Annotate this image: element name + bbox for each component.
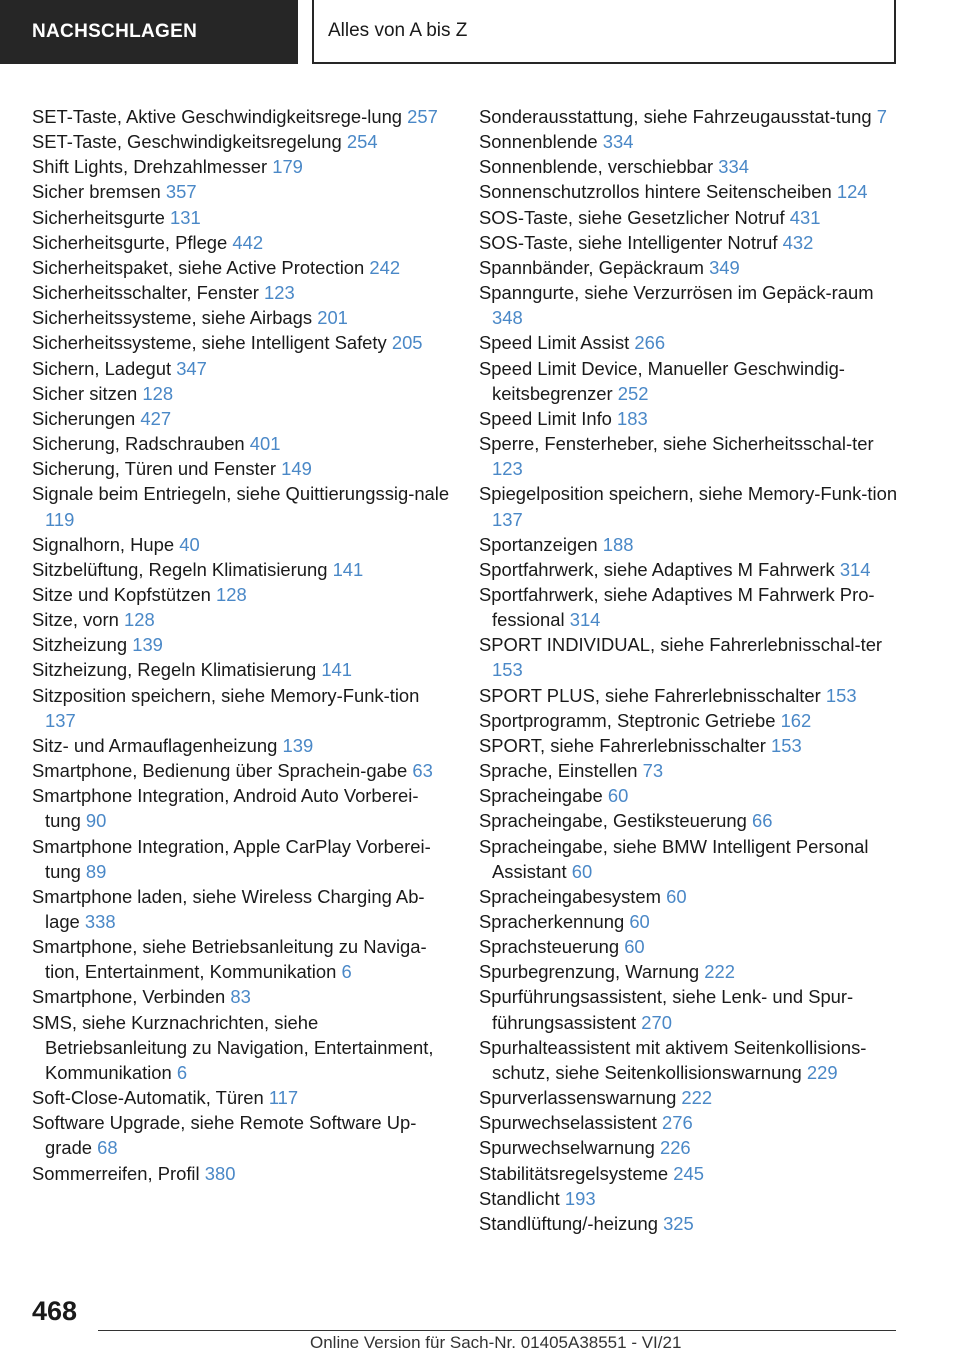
index-entry-term: SPORT, siehe Fahrerlebnisschalter	[479, 734, 766, 756]
index-entry-term: Sicherheitspaket, siehe Active Protection	[32, 256, 365, 278]
index-entry-term: Sportanzeigen	[479, 533, 598, 555]
index-entry-page-link[interactable]: 7	[876, 106, 887, 127]
index-entry-page-link[interactable]: 60	[629, 911, 650, 932]
index-entry	[32, 758, 452, 783]
index-entry	[479, 959, 909, 984]
chapter-tab: NACHSCHLAGEN	[0, 0, 298, 64]
index-entry-term: Sicherung, Radschrauben	[32, 433, 245, 455]
index-entry	[32, 205, 452, 230]
index-entry-page-link[interactable]: 66	[751, 810, 773, 832]
index-entry-page-link[interactable]: 222	[704, 961, 735, 983]
index-entry	[479, 431, 909, 481]
index-entry-term: Sicher sitzen	[32, 382, 138, 404]
index-entry-page-link[interactable]: 222	[681, 1087, 713, 1109]
index-entry-term: Spannbänder, Gepäckraum	[479, 256, 704, 278]
index-entry-term: Smartphone laden, siehe Wireless Charging Ab-lage	[32, 885, 425, 932]
index-entry-term: Sichern, Ladegut	[32, 357, 172, 379]
index-column-left	[32, 104, 452, 1186]
index-entry-page-link[interactable]: 257	[407, 106, 438, 127]
index-entry	[479, 783, 909, 808]
index-entry	[479, 1161, 909, 1186]
index-entry-term: Sicherheitsgurte	[32, 206, 165, 228]
index-entry-term: Speed Limit Assist	[479, 332, 630, 354]
index-entry	[479, 1211, 909, 1236]
index-entry-page-link[interactable]: 266	[634, 332, 666, 354]
index-entry	[479, 984, 909, 1034]
index-entry	[479, 909, 909, 934]
index-entry	[32, 733, 452, 758]
index-entry-page-link[interactable]: 123	[492, 458, 523, 480]
index-entry-page-link[interactable]: 153	[771, 734, 802, 756]
index-entry	[32, 481, 452, 531]
index-entry	[479, 884, 909, 909]
index-entry-page-link[interactable]: 128	[124, 609, 155, 631]
index-entry-page-link[interactable]: 254	[346, 131, 378, 153]
index-entry-term: Spracheingabesystem	[479, 885, 661, 907]
index-entry-term: Spurbegrenzung, Warnung	[479, 961, 700, 983]
index-entry-term: Spracheingabe	[479, 785, 603, 807]
index-entry-term: SOS-Taste, siehe Gesetzlicher Notruf	[479, 206, 785, 228]
index-entry-term: Sonderausstattung, siehe Fahrzeugausstat-tung	[479, 106, 872, 127]
index-entry-term: Sicherheitssysteme, siehe Airbags	[32, 307, 313, 329]
index-entry	[479, 557, 909, 582]
index-entry-page-link[interactable]: 348	[492, 307, 523, 329]
index-entry-term: Sitze, vorn	[32, 609, 119, 631]
index-entry-page-link[interactable]: 60	[666, 885, 687, 907]
index-entry-page-link[interactable]: 60	[607, 785, 629, 807]
index-entry-term: SPORT PLUS, siehe Fahrerlebnisschalter	[479, 684, 821, 706]
index-entry-term: Shift Lights, Drehzahlmesser	[32, 156, 268, 178]
index-entry-page-link[interactable]: 162	[780, 709, 812, 731]
index-entry-term: Sommerreifen, Profil	[32, 1162, 200, 1184]
index-entry	[479, 230, 909, 255]
section-title: Alles von A bis Z	[312, 0, 896, 64]
index-entry-page-link[interactable]: 242	[369, 256, 401, 278]
index-entry-page-link[interactable]: 314	[839, 558, 871, 580]
index-entry-term: Sicherheitssysteme, siehe Intelligent Safety	[32, 332, 387, 354]
index-entry-term: SET-Taste, Aktive Geschwindigkeitsrege-lung	[32, 106, 403, 127]
index-entry	[479, 758, 909, 783]
index-entry-page-link[interactable]: 73	[642, 760, 664, 782]
index-entry-term: Smartphone, Verbinden	[32, 986, 226, 1008]
index-entry-term: Spracherkennung	[479, 911, 625, 932]
index-entry	[32, 456, 452, 481]
index-entry-page-link[interactable]: 226	[659, 1137, 691, 1159]
index-entry-page-link[interactable]: 128	[216, 583, 247, 605]
index-entry	[479, 808, 909, 833]
index-entry-page-link[interactable]: 137	[492, 508, 523, 530]
index-entry	[479, 632, 909, 682]
index-entry-page-link[interactable]: 245	[673, 1162, 704, 1184]
index-entry-term: Sonnenblende	[479, 131, 598, 153]
index-entry-term: Smartphone, Bedienung über Sprachein-gabe	[32, 760, 408, 782]
index-entry-term: Sicher bremsen	[32, 181, 161, 203]
index-entry-page-link[interactable]: 153	[825, 684, 857, 706]
index-entry-page-link[interactable]: 141	[332, 558, 364, 580]
index-entry	[479, 104, 909, 129]
index-entry	[32, 356, 452, 381]
index-entry-page-link[interactable]: 270	[641, 1011, 672, 1033]
index-entry-page-link[interactable]: 252	[617, 382, 649, 404]
index-entry	[32, 884, 452, 934]
index-entry	[479, 255, 909, 280]
index-entry-term: Sonnenschutzrollos hintere Seitenscheiben	[479, 181, 832, 203]
index-entry	[32, 129, 452, 154]
index-entry-term: Sitzbelüftung, Regeln Klimatisierung	[32, 558, 328, 580]
index-entry-term: Stabilitätsregelsysteme	[479, 1162, 669, 1184]
index-entry	[479, 934, 909, 959]
index-entry-term: Sportprogramm, Steptronic Getriebe	[479, 709, 776, 731]
index-entry	[32, 179, 452, 204]
footer-version-text: Online Version für Sach-Nr. 01405A38551 - VI/21	[310, 1333, 682, 1352]
page-header	[0, 0, 960, 66]
index-entry-page-link[interactable]: 153	[492, 659, 523, 681]
index-entry-page-link[interactable]: 124	[836, 181, 868, 203]
index-entry-page-link[interactable]: 141	[321, 659, 352, 681]
index-entry	[479, 683, 909, 708]
index-entry	[32, 632, 452, 657]
index-entry-term: Spurführungsassistent, siehe Lenk- und Spur-führungsassistent	[479, 986, 854, 1033]
index-entry-page-link[interactable]: 128	[142, 382, 174, 404]
index-entry-term: Smartphone, siehe Betriebsanleitung zu Naviga-tion, Entertainment, Kommunikation	[32, 936, 427, 983]
index-entry-page-link[interactable]: 427	[140, 407, 172, 429]
index-entry-term: SMS, siehe Kurznachrichten, siehe Betriebsanleitung zu Navigation, Entertainment, Kommunikation	[32, 1011, 434, 1083]
index-entry	[32, 834, 452, 884]
index-entry-page-link[interactable]: 68	[97, 1137, 118, 1159]
index-entry	[479, 1035, 909, 1085]
index-entry	[479, 481, 909, 531]
index-entry	[32, 557, 452, 582]
index-entry-term: SOS-Taste, siehe Intelligenter Notruf	[479, 231, 778, 253]
page-number: 468	[32, 1296, 78, 1326]
index-entry-term: Sitzposition speichern, siehe Memory-Funk-tion	[32, 684, 420, 706]
index-entry	[32, 406, 452, 431]
index-entry-page-link[interactable]: 193	[564, 1187, 596, 1209]
index-entry	[479, 582, 909, 632]
index-entry-term: SET-Taste, Geschwindigkeitsregelung	[32, 131, 342, 153]
index-entry-term: Spurwechselassistent	[479, 1112, 657, 1134]
index-entry-term: Sicherungen	[32, 407, 136, 429]
index-entry-page-link[interactable]: 139	[132, 634, 163, 656]
index-entry	[32, 1110, 452, 1160]
index-entry	[32, 280, 452, 305]
index-entry	[479, 154, 909, 179]
index-entry-page-link[interactable]: 349	[709, 256, 740, 278]
index-entry-term: SPORT INDIVIDUAL, siehe Fahrerlebnisschal-ter	[479, 634, 883, 656]
index-entry-page-link[interactable]: 188	[602, 533, 634, 555]
index-entry	[32, 230, 452, 255]
index-entry	[32, 104, 452, 129]
index-entry	[479, 1135, 909, 1160]
index-entry	[479, 330, 909, 355]
index-entry	[32, 154, 452, 179]
index-entry-term: Sicherheitsgurte, Pflege	[32, 231, 228, 253]
index-entry-page-link[interactable]: 205	[391, 332, 423, 354]
footer-divider	[98, 1330, 896, 1331]
index-entry-page-link[interactable]: 401	[249, 433, 281, 455]
index-entry-term: Sitz- und Armauflagenheizung	[32, 734, 278, 756]
index-entry-term: Sonnenblende, verschiebbar	[479, 156, 714, 178]
index-entry-page-link[interactable]: 40	[179, 533, 200, 555]
index-entry	[32, 255, 452, 280]
index-entry-term: Smartphone Integration, Apple CarPlay Vorberei-tung	[32, 835, 431, 882]
index-entry-page-link[interactable]: 83	[230, 986, 251, 1008]
index-entry-page-link[interactable]: 338	[84, 911, 116, 932]
index-entry-term: Spurwechselwarnung	[479, 1137, 655, 1159]
index-entry-page-link[interactable]: 229	[806, 1061, 838, 1083]
index-entry	[479, 834, 909, 884]
index-entry-term: Signalhorn, Hupe	[32, 533, 175, 555]
index-entry-page-link[interactable]: 380	[204, 1162, 236, 1184]
index-entry	[32, 607, 452, 632]
index-entry-term: Spiegelposition speichern, siehe Memory-Funk-tion	[479, 483, 898, 505]
index-entry-page-link[interactable]: 6	[341, 961, 352, 983]
index-entry	[32, 582, 452, 607]
index-entry	[479, 356, 909, 406]
index-entry-term: Spurverlassenswarnung	[479, 1087, 677, 1109]
index-entry	[479, 280, 909, 330]
index-entry-term: Speed Limit Info	[479, 407, 612, 429]
index-entry-term: Spanngurte, siehe Verzurrösen im Gepäck-raum	[479, 282, 874, 304]
index-entry-page-link[interactable]: 334	[718, 156, 749, 178]
index-entry-term: Sperre, Fensterheber, siehe Sicherheitsschal-ter	[479, 433, 874, 455]
index-entry	[479, 1085, 909, 1110]
index-entry-term: Standlicht	[479, 1187, 560, 1209]
index-entry	[479, 406, 909, 431]
index-entry	[32, 532, 452, 557]
index-entry-term: Sportfahrwerk, siehe Adaptives M Fahrwerk Pro-fessional	[479, 583, 875, 631]
index-entry-page-link[interactable]: 90	[85, 810, 107, 832]
index-entry-page-link[interactable]: 117	[268, 1087, 299, 1109]
index-entry	[479, 708, 909, 733]
index-entry	[32, 984, 452, 1009]
index-entry-page-link[interactable]: 89	[85, 860, 107, 882]
index-entry	[479, 205, 909, 230]
index-entry-page-link[interactable]: 149	[281, 458, 312, 480]
index-entry-term: Sicherung, Türen und Fenster	[32, 458, 276, 480]
index-entry	[479, 129, 909, 154]
index-entry-term: Software Upgrade, siehe Remote Software Up-grade	[32, 1112, 417, 1159]
index-entry-page-link[interactable]: 432	[782, 231, 814, 253]
index-entry-term: Standlüftung/-heizung	[479, 1212, 658, 1234]
index-entry-term: Speed Limit Device, Manueller Geschwindig-keitsbegrenzer	[479, 357, 845, 404]
index-entry-term: Spurhalteassistent mit aktivem Seitenkollisions-schutz, siehe Seitenkollisionswarnung	[479, 1036, 867, 1083]
index-entry	[479, 1186, 909, 1211]
index-entry	[32, 1085, 452, 1110]
index-entry	[32, 934, 452, 984]
index-entry-page-link[interactable]: 123	[264, 282, 295, 304]
index-entry-term: Sportfahrwerk, siehe Adaptives M Fahrwerk	[479, 558, 835, 580]
index-entry-term: Sicherheitsschalter, Fenster	[32, 282, 259, 304]
index-entry-page-link[interactable]: 325	[663, 1212, 694, 1234]
index-entry-page-link[interactable]: 314	[569, 609, 601, 631]
index-entry-term: Sitze und Kopfstützen	[32, 583, 211, 605]
index-entry-page-link[interactable]: 119	[45, 508, 75, 530]
index-entry-term: Soft-Close-Automatik, Türen	[32, 1087, 264, 1109]
index-entry-page-link[interactable]: 60	[624, 936, 645, 958]
index-entry	[32, 683, 452, 733]
index-entry-page-link[interactable]: 347	[176, 357, 207, 379]
index-entry-page-link[interactable]: 201	[317, 307, 348, 329]
index-entry-page-link[interactable]: 139	[282, 734, 314, 756]
index-entry-page-link[interactable]: 431	[789, 206, 821, 228]
index-entry	[32, 1161, 452, 1186]
index-entry-page-link[interactable]: 334	[602, 131, 634, 153]
index-entry-page-link[interactable]: 179	[272, 156, 303, 178]
index-entry-page-link[interactable]: 442	[232, 231, 264, 253]
index-entry-page-link[interactable]: 131	[170, 206, 201, 228]
index-entry-page-link[interactable]: 63	[412, 760, 433, 782]
index-entry-page-link[interactable]: 357	[165, 181, 197, 203]
index-entry	[32, 783, 452, 833]
index-entry	[32, 431, 452, 456]
index-entry	[32, 1010, 452, 1085]
index-entry-term: Sprache, Einstellen	[479, 760, 638, 782]
index-entry-page-link[interactable]: 6	[176, 1061, 188, 1083]
index-entry-term: Sitzheizung, Regeln Klimatisierung	[32, 659, 317, 681]
index-entry-term: Signale beim Entriegeln, siehe Quittierungssig-nale	[32, 483, 450, 505]
index-entry	[479, 179, 909, 204]
index-entry-page-link[interactable]: 183	[617, 407, 648, 429]
index-entry-term: Sprachsteuerung	[479, 936, 620, 958]
index-entry-page-link[interactable]: 60	[571, 860, 593, 882]
index-entry	[32, 657, 452, 682]
index-entry-page-link[interactable]: 137	[45, 709, 76, 731]
index-entry	[479, 1110, 909, 1135]
index-entry-term: Spracheingabe, siehe BMW Intelligent Personal Assistant	[479, 835, 869, 882]
index-entry-term: Smartphone Integration, Android Auto Vorberei-tung	[32, 785, 419, 832]
index-entry-term: Sitzheizung	[32, 634, 128, 656]
index-column-right	[479, 104, 909, 1236]
index-entry	[32, 330, 452, 355]
index-entry	[479, 532, 909, 557]
index-entry	[479, 733, 909, 758]
index-entry-page-link[interactable]: 276	[662, 1112, 693, 1134]
index-entry	[32, 381, 452, 406]
index-entry-term: Spracheingabe, Gestiksteuerung	[479, 810, 747, 832]
index-entry	[32, 305, 452, 330]
